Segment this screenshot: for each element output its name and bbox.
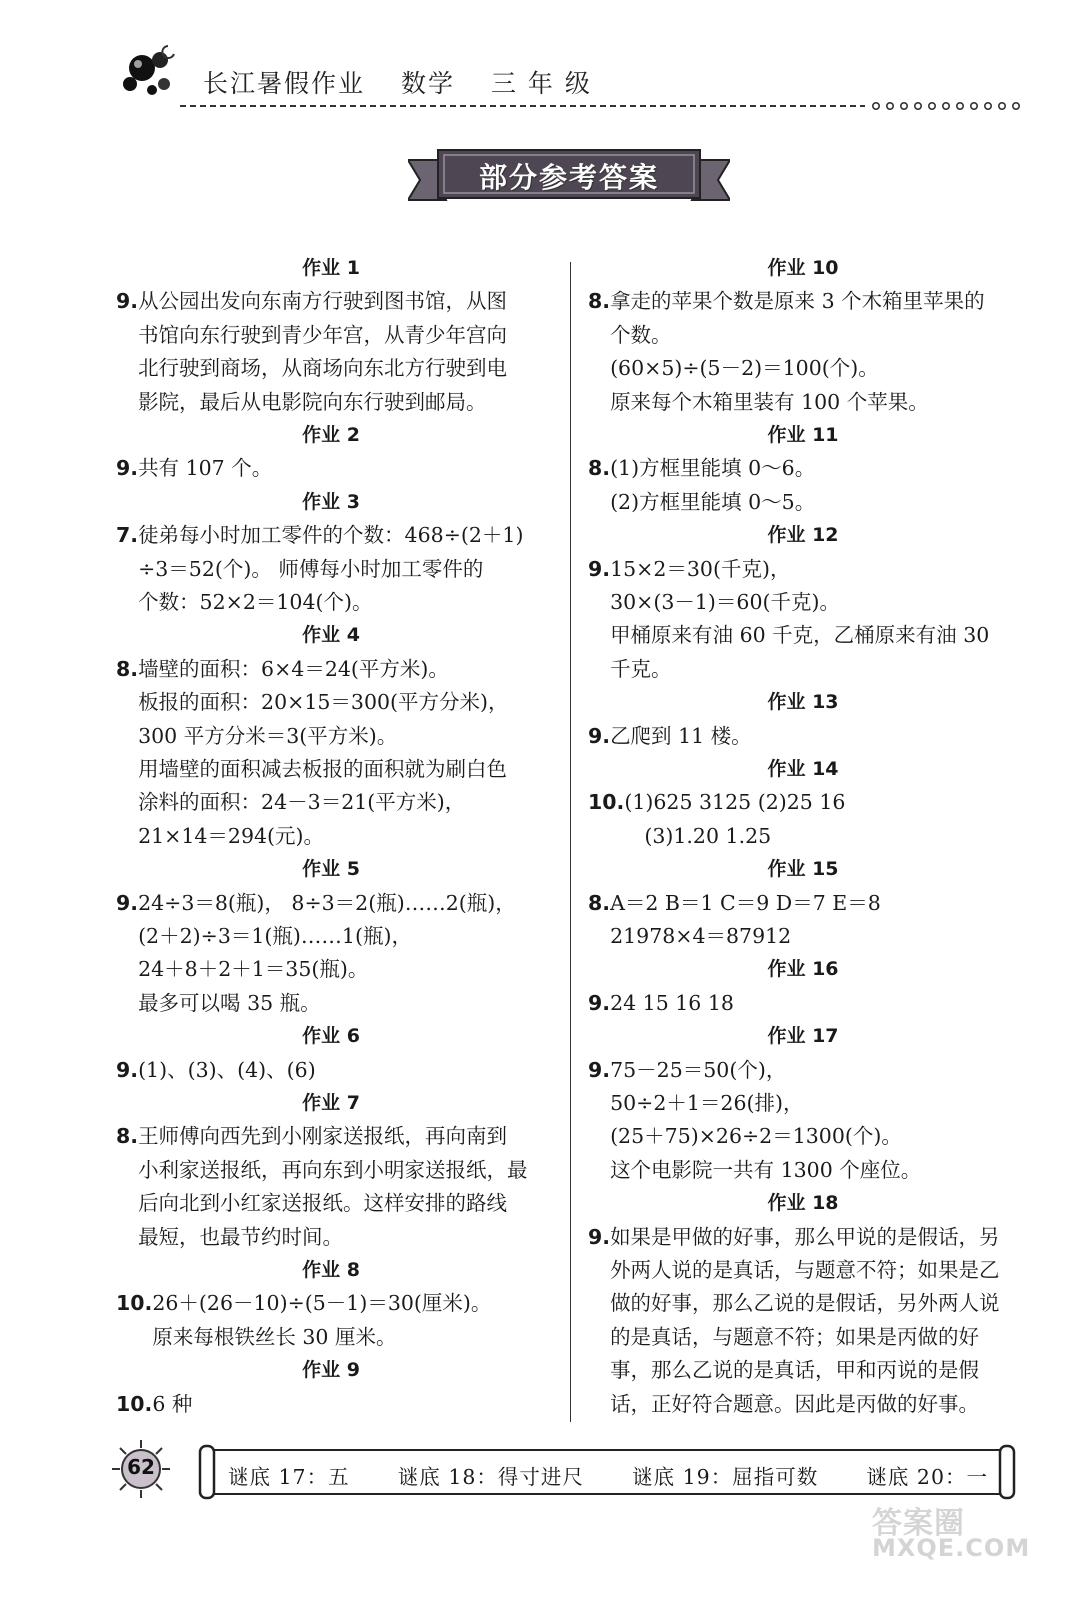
answer-line: A＝2 B＝1 C＝9 D＝7 E＝8 <box>610 890 881 915</box>
answer-line: 拿走的苹果个数是原来 3 个木箱里苹果的 <box>610 289 985 314</box>
answer-line: (1)、(3)、(4)、(6) <box>138 1057 316 1082</box>
answer-line: ÷3＝52(个)。 师傅每小时加工零件的 <box>138 556 484 581</box>
answer-line: 24÷3＝8(瓶)， 8÷3＝2(瓶)……2(瓶)， <box>138 890 516 915</box>
question-number: 8. <box>116 656 139 681</box>
answer-item <box>116 1120 546 1254</box>
question-number: 8. <box>588 890 611 915</box>
section-title: 作业 14 <box>767 758 839 781</box>
answer-line: 乙爬到 11 楼。 <box>610 723 752 748</box>
answer-line: 26＋(26－10)÷(5－1)＝30(厘米)。 <box>152 1291 492 1316</box>
answer-line: 个数：52×2＝104(个)。 <box>138 590 373 615</box>
answer-line: 书馆向东行驶到青少年宫，从青少年宫向 <box>138 322 508 347</box>
section-title: 作业 10 <box>767 257 839 279</box>
answer-item <box>116 452 546 485</box>
answer-line: 从公园出发向东南方行驶到图书馆，从图 <box>138 289 508 314</box>
answer-item <box>116 519 546 619</box>
answer-item <box>116 285 546 419</box>
answer-item <box>588 452 1018 519</box>
riddle-answer: 谜底 19：屈指可数 <box>632 1465 819 1489</box>
section-title: 作业 2 <box>302 424 360 447</box>
answer-line: 影院，最后从电影院向东行驶到邮局。 <box>138 389 487 414</box>
answer-line: 用墙壁的面积减去板报的面积就为刷白色 <box>138 757 508 782</box>
homework-section <box>116 853 546 1020</box>
question-number: 9. <box>116 1057 139 1082</box>
header-divider <box>180 100 1020 112</box>
answer-line: 21×14＝294(元)。 <box>138 823 325 848</box>
section-title: 作业 4 <box>302 624 360 647</box>
answer-item <box>116 887 546 1021</box>
answer-line: 这个电影院一共有 1300 个座位。 <box>610 1157 922 1182</box>
answer-line: 最短，也最节约时间。 <box>138 1224 344 1249</box>
answer-line: 小利家送报纸，再向东到小明家送报纸，最 <box>138 1157 528 1182</box>
question-number: 9. <box>588 990 611 1015</box>
answer-item <box>588 887 1018 954</box>
riddle-answer: 谜底 20：一 <box>866 1465 988 1489</box>
section-title: 作业 12 <box>767 524 839 547</box>
answer-line: 共有 107 个。 <box>138 456 273 481</box>
answer-line: 6 种 <box>152 1391 193 1416</box>
answer-line: 24＋8＋2＋1＝35(瓶)。 <box>138 957 369 982</box>
section-title: 作业 7 <box>302 1092 360 1115</box>
section-title: 作业 18 <box>767 1192 839 1215</box>
answer-line: (3)1.20 1.25 <box>644 823 772 848</box>
section-title: 作业 5 <box>302 858 360 881</box>
question-number: 9. <box>588 1224 611 1249</box>
answer-line: 21978×4＝87912 <box>610 924 792 949</box>
book-title: 长江暑假作业 <box>203 69 366 98</box>
homework-section <box>588 252 1018 419</box>
answer-line: 北行驶到商场，从商场向东北方行驶到电 <box>138 356 508 381</box>
answer-item <box>588 786 1018 853</box>
answer-line: 原来每个木箱里装有 100 个苹果。 <box>610 389 929 414</box>
homework-section <box>588 1187 1018 1421</box>
answer-item <box>588 987 1018 1020</box>
answer-line: 板报的面积：20×15＝300(平方分米)， <box>138 690 509 715</box>
homework-section <box>116 1020 546 1087</box>
homework-section <box>588 419 1018 519</box>
answer-line: 王师傅向西先到小刚家送报纸，再向南到 <box>138 1124 508 1149</box>
question-number: 10. <box>588 790 625 815</box>
answer-line: 做的好事，那么乙说的是假话，另外两人说 <box>610 1291 1000 1316</box>
question-number: 8. <box>588 289 611 314</box>
question-number: 9. <box>116 890 139 915</box>
subject: 数学 <box>400 69 455 98</box>
question-number: 9. <box>116 289 139 314</box>
answer-line: 原来每根铁丝长 30 厘米。 <box>152 1324 397 1349</box>
section-title: 作业 13 <box>767 691 839 714</box>
section-title: 作业 16 <box>767 958 839 981</box>
answer-line: 50÷2＋1＝26(排)， <box>610 1091 804 1116</box>
answer-line: 千克。 <box>610 656 672 681</box>
grade: 三 年 级 <box>490 69 592 98</box>
answer-line: 墙壁的面积：6×4＝24(平方米)。 <box>138 656 449 681</box>
answer-line: 300 平方分米＝3(平方米)。 <box>138 723 398 748</box>
answer-line: 徒弟每小时加工零件的个数：468÷(2＋1) <box>138 523 524 548</box>
homework-section <box>116 1254 546 1354</box>
answer-line: 甲桶原来有油 60 千克，乙桶原来有油 30 <box>610 623 990 648</box>
riddle-answers <box>228 1460 988 1490</box>
answer-item <box>588 1054 1018 1188</box>
question-number: 8. <box>116 1124 139 1149</box>
homework-section <box>588 853 1018 953</box>
page-number: 62 <box>127 1455 155 1479</box>
section-title: 作业 11 <box>767 424 839 447</box>
answer-line: 最多可以喝 35 瓶。 <box>138 990 321 1015</box>
answer-line: 事，那么乙说的是真话，甲和丙说的是假 <box>610 1358 980 1383</box>
question-number: 9. <box>116 456 139 481</box>
homework-section <box>116 252 546 419</box>
answer-line: 个数。 <box>610 322 672 347</box>
riddle-answer: 谜底 17：五 <box>228 1465 350 1489</box>
question-number: 7. <box>116 523 139 548</box>
question-number: 9. <box>588 556 611 581</box>
column-divider <box>570 262 571 1422</box>
homework-section <box>588 686 1018 753</box>
homework-section <box>116 486 546 620</box>
answer-line: 75－25＝50(个)， <box>610 1057 787 1082</box>
answer-line: 15×2＝30(千克)， <box>610 556 791 581</box>
left-column <box>116 252 546 1421</box>
riddle-answer: 谜底 18：得寸进尺 <box>397 1465 584 1489</box>
section-title: 作业 8 <box>302 1259 360 1282</box>
section-title: 作业 3 <box>302 490 360 513</box>
answer-line: 外两人说的是真话，与题意不符；如果是乙 <box>610 1258 1000 1283</box>
answer-line: 如果是甲做的好事，那么甲说的是假话，另 <box>610 1224 1000 1249</box>
answer-line: (2＋2)÷3＝1(瓶)……1(瓶)， <box>138 924 412 949</box>
answer-line: (1)625 3125 (2)25 16 <box>624 790 846 815</box>
answer-item <box>116 1388 546 1421</box>
bubbles-logo-icon <box>120 40 182 102</box>
homework-section <box>588 753 1018 853</box>
answer-line: 30×(3－1)＝60(千克)。 <box>610 590 840 615</box>
watermark: 答案圈 <box>872 1506 965 1541</box>
answer-item <box>116 653 546 853</box>
answer-line: 后向北到小红家送报纸。这样安排的路线 <box>138 1191 508 1216</box>
homework-section <box>588 953 1018 1020</box>
section-title: 作业 17 <box>767 1025 839 1048</box>
answer-line: (2)方框里能填 0～5。 <box>610 489 816 514</box>
answer-line: (60×5)÷(5－2)＝100(个)。 <box>610 356 879 381</box>
answer-item <box>588 553 1018 687</box>
question-number: 8. <box>588 456 611 481</box>
watermark-url: MXQE.COM <box>872 1534 1031 1562</box>
homework-section <box>588 1020 1018 1187</box>
answer-line: 的是真话，与题意不符；如果是丙做的好 <box>610 1324 980 1349</box>
section-title: 作业 6 <box>302 1025 360 1048</box>
homework-section <box>116 1087 546 1254</box>
answer-item <box>588 285 1018 419</box>
question-number: 10. <box>116 1391 153 1416</box>
answer-line: 话，正好符合题意。因此是丙做的好事。 <box>610 1391 980 1416</box>
answer-line: 24 15 16 18 <box>610 990 734 1015</box>
answer-line: (1)方框里能填 0～6。 <box>610 456 816 481</box>
header-title <box>203 64 618 100</box>
banner-title: 部分参考答案 <box>478 161 659 194</box>
section-title: 作业 9 <box>302 1359 360 1382</box>
homework-section <box>588 519 1018 686</box>
answer-item <box>588 1221 1018 1421</box>
right-column <box>588 252 1018 1421</box>
homework-section <box>116 619 546 853</box>
section-title: 作业 1 <box>302 257 360 279</box>
question-number: 10. <box>116 1291 153 1316</box>
answer-item <box>116 1287 546 1354</box>
answer-line: 涂料的面积：24－3＝21(平方米)， <box>138 790 466 815</box>
homework-section <box>116 419 546 486</box>
question-number: 9. <box>588 723 611 748</box>
question-number: 9. <box>588 1057 611 1082</box>
homework-section <box>116 1354 546 1421</box>
answer-item <box>588 720 1018 753</box>
answer-item <box>116 1054 546 1087</box>
answer-line: (25＋75)×26÷2＝1300(个)。 <box>610 1124 902 1149</box>
section-title: 作业 15 <box>767 858 839 881</box>
